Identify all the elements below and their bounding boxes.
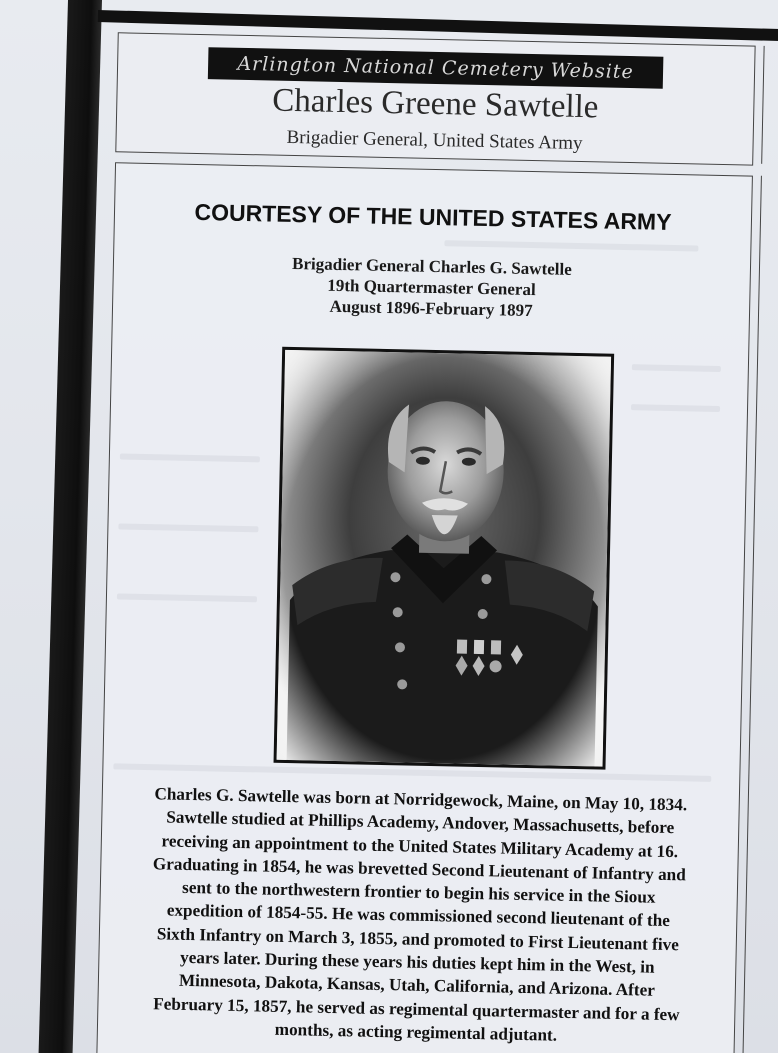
- caption-line: Brigadier General Charles G. Sawtelle: [291, 253, 572, 279]
- bleed-through-line: [113, 763, 711, 782]
- document-page: [82, 22, 778, 1053]
- bio-line: Graduating in 1854, he was brevetted Second Lieutenant of Infantry and: [152, 854, 686, 885]
- caption-line: 19th Quartermaster General: [327, 275, 536, 300]
- bleed-through-line: [117, 593, 257, 602]
- portrait-image: [277, 350, 612, 767]
- courtesy-heading: COURTESY OF THE UNITED STATES ARMY: [194, 198, 672, 235]
- bio-line: Sixth Infantry on March 3, 1855, and promoted to First Lieutenant five: [156, 924, 680, 955]
- page-title: Charles Greene Sawtelle: [271, 82, 599, 126]
- bio-line: February 15, 1857, he served as regimental quartermaster and for a few: [152, 993, 680, 1024]
- page-subtitle: Brigadier General, United States Army: [286, 126, 583, 155]
- bleed-through-line: [632, 364, 721, 372]
- bio-line: sent to the northwestern frontier to begin his service in the Sioux: [181, 878, 656, 907]
- bio-line: receiving an appointment to the United States Military Academy at 16.: [161, 830, 679, 861]
- adjacent-column-top: [761, 46, 778, 165]
- portrait-caption: [113, 249, 750, 325]
- bleed-through-line: [118, 523, 258, 532]
- bleed-through-line: [631, 404, 720, 412]
- header-box: [115, 32, 755, 165]
- bio-line: Minnesota, Dakota, Kansas, Utah, California, and Arizona. After: [178, 971, 656, 1001]
- content-box: [96, 162, 753, 1053]
- bio-line: Charles G. Sawtelle was born at Norridgewock, Maine, on May 10, 1834.: [154, 784, 688, 815]
- biography-text: [104, 781, 733, 1050]
- bleed-through-line: [120, 453, 260, 462]
- caption-line: August 1896-February 1897: [329, 296, 533, 321]
- bio-line: months, as acting regimental adjutant.: [274, 1019, 558, 1045]
- portrait-photo: [274, 347, 615, 770]
- bio-line: years later. During these years his duties kept him in the West, in: [179, 947, 655, 977]
- bio-line: expedition of 1854-55. He was commissioned second lieutenant of the: [166, 900, 671, 931]
- bio-line: Sawtelle studied at Phillips Academy, Andover, Massachusetts, before: [166, 807, 675, 838]
- site-banner: Arlington National Cemetery Website: [208, 47, 664, 89]
- bleed-through-line: [444, 240, 698, 251]
